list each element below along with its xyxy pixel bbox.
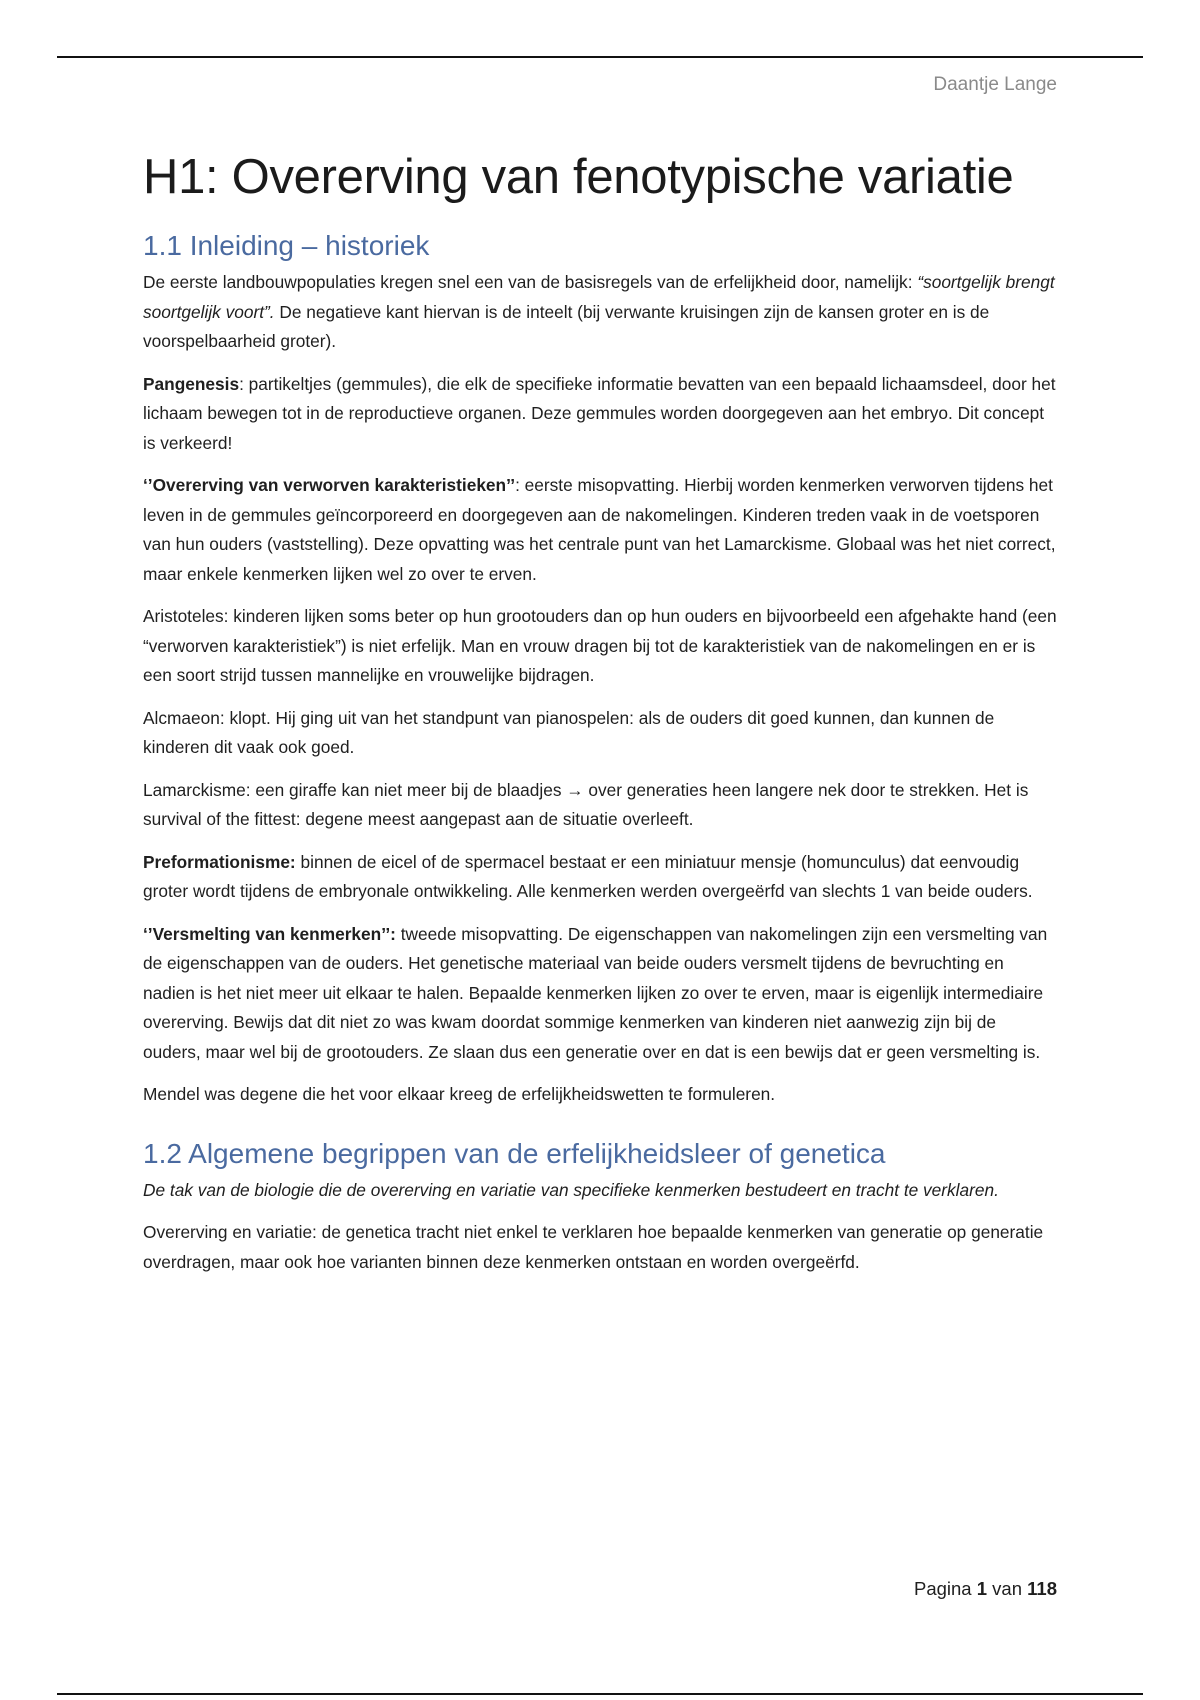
paragraph-lamarckisme: Lamarckisme: een giraffe kan niet meer bij de blaadjes → over generaties heen langere nek door te strekken. Het is survival of the fittest: degene meest aangepast aan de situatie overleeft. — [143, 779, 1029, 829]
paragraph-aristoteles: Aristoteles: kinderen lijken soms beter op hun grootouders dan op hun ouders en bijvoorbeeld een afgehakte hand (een “verworven karakteristiek”) is niet erfelijk. Man en vrouw dragen bij tot de karakteristiek van de nakomelingen en er is een soort strijd tussen mannelijke en vrouwelijke bijdragen. — [143, 606, 1057, 685]
paragraph-definition: De tak van de biologie die de overerving en variatie van specifieke kenmerken bestudeert en tracht te verklaren. — [143, 1179, 999, 1200]
section-heading-1-1: 1.1 Inleiding – historiek — [143, 230, 430, 261]
paragraph-intro: De eerste landbouwpopulaties kregen snel een van de basisregels van de erfelijkheid door, namelijk: “soortgelijk brengt soortgelijk voort”. De negatieve kant hiervan is de inteelt (bij verwante kruisingen zijn de kansen groter en is de voorspelbaarheid groter). — [143, 272, 1055, 351]
term-versmelting: ‘’Versmelting van kenmerken’’: — [143, 923, 396, 944]
paragraph-verworven: ‘’Overerving van verworven karakteristieken’’: eerste misopvatting. Hierbij worden kenmerken verworven tijdens het leven in de gemmules geïncorporeerd en doorgegeven aan de nakomelingen. Kinderen treden vaak in de voetsporen van hun ouders (vaststelling). Deze opvatting was het centrale punt van het Lamarckisme. Globaal was het niet correct, maar enkele kenmerken lijken wel zo over te erven. — [143, 475, 1056, 584]
term-verworven: ‘’Overerving van verworven karakteristieken’’ — [143, 475, 516, 495]
paragraph-preformationisme: Preformationisme: binnen de eicel of de spermacel bestaat er een miniatuur mensje (homunculus) dat eenvoudig groter wordt tijdens de embryonale ontwikkeling. Alle kenmerken werden overgeërfd van slechts 1 van beide ouders. — [143, 851, 1033, 901]
header-rule — [57, 56, 1143, 58]
chapter-title: H1: Overerving van fenotypische variatie — [143, 150, 1014, 204]
section-heading-1-2: 1.2 Algemene begrippen van de erfelijkheidsleer of genetica — [143, 1137, 886, 1169]
quote-text: “soortgelijk brengt soortgelijk voort”. — [143, 272, 1055, 322]
page-content — [143, 148, 1057, 1290]
paragraph-alcmaeon: Alcmaeon: klopt. Hij ging uit van het standpunt van pianospelen: als de ouders dit goed kunnen, dan kunnen de kinderen dit vaak ook goed. — [143, 707, 995, 757]
term-preformationisme: Preformationisme: — [143, 851, 296, 872]
header-author: Daantje Lange — [933, 74, 1057, 95]
paragraph-versmelting: ‘’Versmelting van kenmerken’’: tweede misopvatting. De eigenschappen van nakomelingen zijn een versmelting van de eigenschappen van de ouders. Het genetische materiaal van beide ouders versmelt tijdens de bevruchting en nadien is het niet meer uit elkaar te halen. Bepaalde kenmerken lijken zo over te erven, maar is eigenlijk intermediaire overerving. Bewijs dat dit niet zo was kwam doordat sommige kenmerken van kinderen niet aanwezig zijn bij de ouders, maar wel bij de grootouders. Ze slaan dus een generatie over en dat is een bewijs dat er geen versmelting is. — [143, 923, 1048, 1062]
page-number: Pagina 1 van 118 — [913, 1578, 1057, 1599]
paragraph-mendel: Mendel was degene die het voor elkaar kreeg de erfelijkheidswetten te formuleren. — [143, 1084, 776, 1104]
paragraph-pangenesis: Pangenesis: partikeltjes (gemmules), die elk de specifieke informatie bevatten van een bepaald lichaamsdeel, door het lichaam bewegen tot in de reproductieve organen. Deze gemmules worden doorgegeven aan het embryo. Dit concept is verkeerd! — [143, 373, 1056, 453]
term-pangenesis: Pangenesis — [143, 373, 240, 394]
paragraph-overerving-variatie: Overerving en variatie: de genetica tracht niet enkel te verklaren hoe bepaalde kenmerken van generatie op generatie overdragen, maar ook hoe varianten binnen deze kenmerken ontstaan en worden overgeërfd. — [143, 1222, 1044, 1272]
footer-rule — [57, 1693, 1143, 1695]
